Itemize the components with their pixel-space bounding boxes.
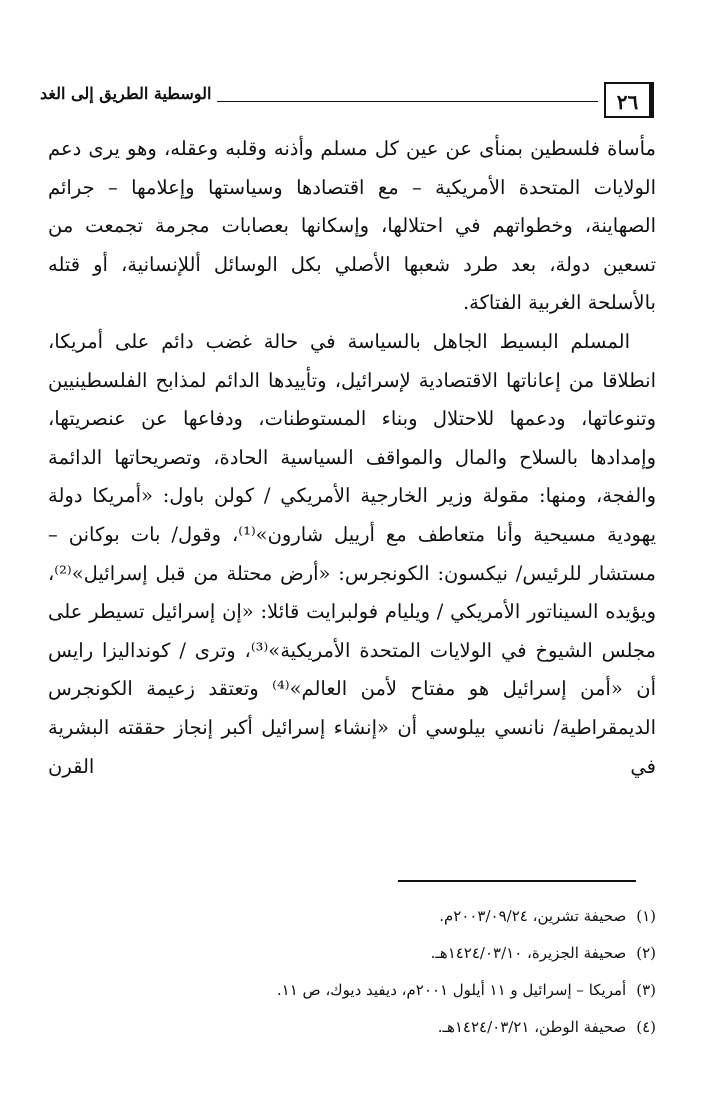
body-text bbox=[48, 130, 656, 786]
footnote-text: صحيفة الجزيرة، ١٤٢٤/٠٣/١٠هـ. bbox=[430, 944, 627, 962]
footnotes bbox=[60, 898, 656, 1046]
footnote-2 bbox=[60, 935, 656, 972]
footnote-4 bbox=[60, 1009, 656, 1046]
footnote-number: (١) bbox=[636, 907, 656, 925]
footnote-text: صحيفة الوطن، ١٤٢٤/٠٣/٢١هـ. bbox=[437, 1018, 627, 1036]
footnote-number: (٤) bbox=[636, 1018, 656, 1036]
footnote-number: (٣) bbox=[636, 981, 656, 999]
page-number: ٢٦ bbox=[604, 82, 654, 118]
footnote-separator bbox=[398, 880, 636, 882]
footnote-1 bbox=[60, 898, 656, 935]
paragraph-2: المسلم البسيط الجاهل بالسياسة في حالة غضب دائم على أمريكا، انطلاقا من إعاناتها الاقتصادية لإسرائيل، وتأييدها الدائم لمذابح الفلسطينيين وتنوعاتها، ودعمها للاحتلال وبناء المستوطنات، ودفاعها عن عنصريتها، وإمدادها بالسلاح والمال والمواقف السياسية الحادة، وتصريحاتها الدائمة والفجة، ومنها: مقولة وزير الخارجية الأمريكي / كولن باول: «أمريكا دولة يهودية مسيحية وأنا متعاطف مع أرييل شارون»⁽¹⁾، وقول/ بات بوكانن – مستشار للرئيس/ نيكسون: الكونجرس: «أرض محتلة من قبل إسرائيل»⁽²⁾، ويؤيده السيناتور الأمريكي / ويليام فولبرايت قائلا: «إن إسرائيل تسيطر على مجلس الشيوخ في الولايات المتحدة الأمريكية»⁽³⁾، وترى / كونداليزا رايس أن «أمن إسرائيل هو مفتاح لأمن العالم»⁽⁴⁾ وتعتقد زعيمة الكونجرس الديمقراطية/ نانسي بيلوسي أن «إنشاء إسرائيل أكبر إنجاز حققته البشرية في القرن bbox=[48, 329, 656, 778]
footnote-text: أمريكا – إسرائيل و ١١ أيلول ٢٠٠١م، ديفيد ديوك، ص ١١. bbox=[276, 981, 627, 999]
page-header bbox=[40, 82, 654, 122]
footnote-3 bbox=[60, 972, 656, 1009]
footnote-text: صحيفة تشرين، ٢٠٠٣/٠٩/٢٤م. bbox=[439, 907, 627, 925]
footnote-number: (٢) bbox=[636, 944, 656, 962]
paragraph-1: مأساة فلسطين بمنأى عن عين كل مسلم وأذنه وقلبه وعقله، وهو يرى دعم الولايات المتحدة الأمريكية – مع اقتصادها وسياستها وإعلامها – جرائم الصهاينة، وخطواتهم في احتلالها، وإسكانها بعصابات مجرمة تجمعت من تسعين دولة، بعد طرد شعبها الأصلي بكل الوسائل أللإنسانية، أو قتله بالأسلحة الغربية الفتاكة. bbox=[48, 137, 656, 315]
running-title: الوسطية الطريق إلى الغد bbox=[40, 84, 217, 103]
